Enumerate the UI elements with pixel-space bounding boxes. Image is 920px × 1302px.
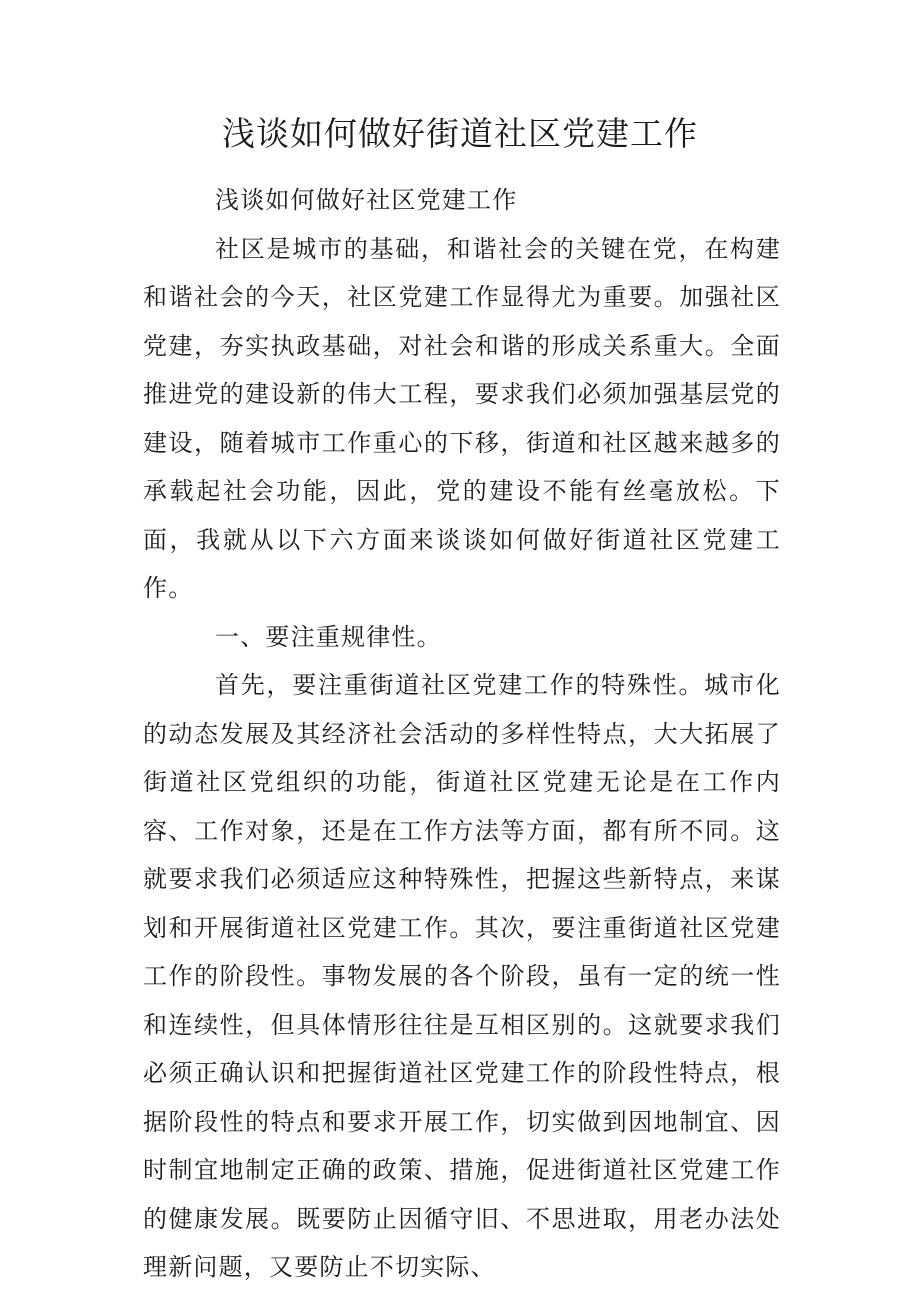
document-body	[143, 176, 781, 1292]
subtitle-paragraph: 浅谈如何做好社区党建工作	[215, 186, 518, 214]
intro-paragraph: 社区是城市的基础，和谐社会的关键在党，在构建和谐社会的今天，社区党建工作显得尤为重要。加强社区党建，夯实执政基础，对社会和谐的形成关系重大。全面推进党的建设新的伟大工程，要求我们必须加强基层党的建设，随着城市工作重心的下移，街道和社区越来越多的承载起社会功能，因此，党的建设不能有丝毫放松。下面，我就从以下六方面来谈谈如何做好街道社区党建工作。	[143, 234, 781, 602]
document-title: 浅谈如何做好街道社区党建工作	[222, 114, 698, 153]
section-heading: 一、要注重规律性。	[215, 622, 442, 651]
body-paragraph: 首先，要注重街道社区党建工作的特殊性。城市化的动态发展及其经济社会活动的多样性特点，大大拓展了街道社区党组织的功能，街道社区党建无论是在工作内容、工作对象，还是在工作方法等方面，都有所不同。这就要求我们必须适应这种特殊性，把握这些新特点，来谋划和开展街道社区党建工作。其次，要注重街道社区党建工作的阶段性。事物发展的各个阶段，虽有一定的统一性和连续性，但具体情形往往是互相区别的。这就要求我们必须正确认识和把握街道社区党建工作的阶段性特点，根据阶段性的特点和要求开展工作，切实做到因地制宜、因时制宜地制定正确的政策、措施，促进街道社区党建工作的健康发展。既要防止因循守旧、不思进取，用老办法处理新问题，又要防止不切实际、	[143, 671, 781, 1281]
